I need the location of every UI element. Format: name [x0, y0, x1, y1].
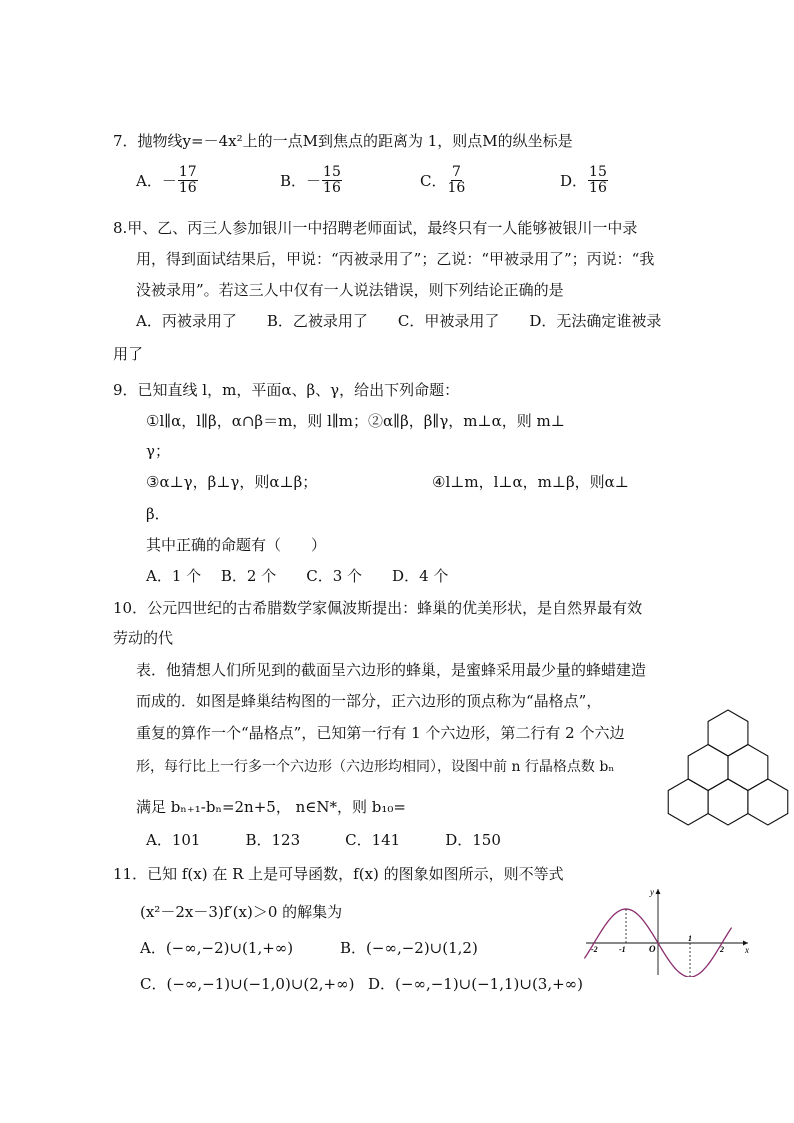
hexagon-cell-2 [728, 745, 768, 791]
q11-stem: 11．已知 f(x) 在 R 上是可导函数，f(x) 的图象如图所示，则不等式 [113, 865, 564, 883]
q7-option-c-den: 16 [447, 180, 466, 196]
hexagon-cell-4 [708, 779, 748, 825]
q7-option-a-sign: － [161, 172, 177, 190]
q7-option-a-den: 16 [178, 180, 197, 196]
tick-1: 1 [688, 934, 692, 943]
q10-options[interactable]: A．101 B．123 C．141 D．150 [146, 831, 501, 849]
q9-statement-2-cont: γ； [146, 442, 170, 460]
hexagon-cell-0 [708, 710, 748, 756]
origin-label: O [649, 944, 656, 954]
q10-line-1: 10．公元四世纪的古希腊数学家佩波斯提出：蜂巢的优美形状，是自然界最有效 [113, 599, 643, 617]
tick-neg1: -1 [619, 945, 626, 954]
function-graph [582, 885, 754, 977]
q11-inequality: (x²－2x－3)f′(x)＞0 的解集为 [140, 903, 343, 921]
q7-option-d[interactable] [560, 165, 609, 196]
y-axis-arrow [656, 889, 661, 894]
q10-line-3: 表．他猜想人们所见到的截面呈六边形的蜂巢，是蜜蜂采用最少量的蜂蜡建造 [136, 661, 647, 679]
q7-option-b-fraction [322, 165, 342, 196]
q11-option-b[interactable]: B．(−∞,−2)∪(1,2) [340, 939, 478, 957]
y-axis-label: y [650, 887, 654, 897]
q11-option-c[interactable]: C．(−∞,−1)∪(−1,0)∪(2,+∞) [140, 975, 355, 993]
q7-option-b-sign: － [306, 172, 322, 190]
q7-option-c-label: C． [420, 172, 447, 190]
q11-option-a[interactable]: A．(−∞,−2)∪(1,+∞) [140, 939, 294, 957]
hexagon-cell-3 [668, 779, 708, 825]
hexagon-cell-1 [688, 745, 728, 791]
q9-options[interactable]: A．1 个 B．2 个 C．3 个 D．4 个 [146, 567, 449, 585]
x-axis-label: x [745, 945, 749, 955]
tick-2: 2 [720, 945, 724, 954]
q8-line-1: 8.甲、乙、丙三人参加银川一中招聘老师面试，最终只有一人能够被银川一中录 [113, 219, 638, 237]
q9-question: 其中正确的命题有（ ） [146, 536, 327, 554]
q7-option-d-den: 16 [589, 180, 607, 196]
q11-option-d[interactable]: D．(−∞,−1)∪(−1,1)∪(3,+∞) [368, 975, 584, 993]
q10-line-5: 重复的算作一个“晶格点”，已知第一行有 1 个六边形，第二行有 2 个六边 [136, 724, 625, 742]
q7-option-c-num: 7 [451, 164, 461, 180]
q9-statement-4-cont: β． [146, 505, 170, 523]
q7-option-c[interactable] [420, 165, 466, 196]
q7-option-c-fraction [447, 165, 465, 196]
tick-neg2: -2 [591, 945, 598, 954]
q7-option-d-fraction [588, 165, 608, 196]
q8-line-2: 用，得到面试结果后，甲说：“丙被录用了”；乙说：“甲被录用了”；丙说：“我 [136, 250, 655, 268]
q7-option-d-num: 15 [589, 164, 607, 180]
q7-option-b-den: 16 [323, 180, 341, 196]
q7-option-b-label: B． [280, 172, 307, 190]
q7-option-a-num: 17 [178, 164, 197, 180]
q10-line-4: 而成的．如图是蜂巢结构图的一部分，正六边形的顶点称为“晶格点”， [136, 692, 602, 710]
q7-option-a-label: A． [136, 172, 162, 190]
q8-line-5: 用了 [113, 345, 144, 363]
q9-stem: 9．已知直线 l，m，平面α、β、γ，给出下列命题： [113, 381, 460, 399]
q10-line-6: 形，每行比上一行多一个六边形（六边形均相同），设图中前 n 行晶格点数 bₙ [136, 759, 615, 775]
q10-line-2: 劳动的代 [113, 629, 174, 647]
q9-statement-4: ④l⊥m，l⊥α，m⊥β，则α⊥ [432, 473, 629, 491]
q7-option-b-num: 15 [323, 164, 341, 180]
q8-options[interactable]: A．丙被录用了 B．乙被录用了 C．甲被录用了 D．无法确定谁被录 [136, 312, 662, 330]
q9-statement-3: ③α⊥γ，β⊥γ，则α⊥β； [146, 473, 318, 491]
q7-option-a[interactable] [136, 165, 199, 196]
hexagon-cell-5 [748, 779, 788, 825]
q7-stem: 7．抛物线y=－4x²上的一点M到焦点的距离为 1，则点M的纵坐标是 [113, 132, 573, 150]
q8-line-3: 没被录用”。若这三人中仅有一人说法错误，则下列结论正确的是 [136, 281, 564, 299]
q10-line-7: 满足 bₙ₊₁-bₙ=2n+5， n∈N*，则 b₁₀= [136, 798, 406, 816]
q7-option-a-fraction [178, 165, 198, 196]
honeycomb-figure [662, 708, 794, 834]
q7-option-d-label: D． [560, 172, 588, 190]
q7-option-b[interactable] [280, 165, 343, 196]
q9-statement-1-2: ①l∥α，l∥β，α∩β＝m，则 l∥m；②α∥β，β∥γ，m⊥α，则 m⊥ [146, 412, 565, 430]
